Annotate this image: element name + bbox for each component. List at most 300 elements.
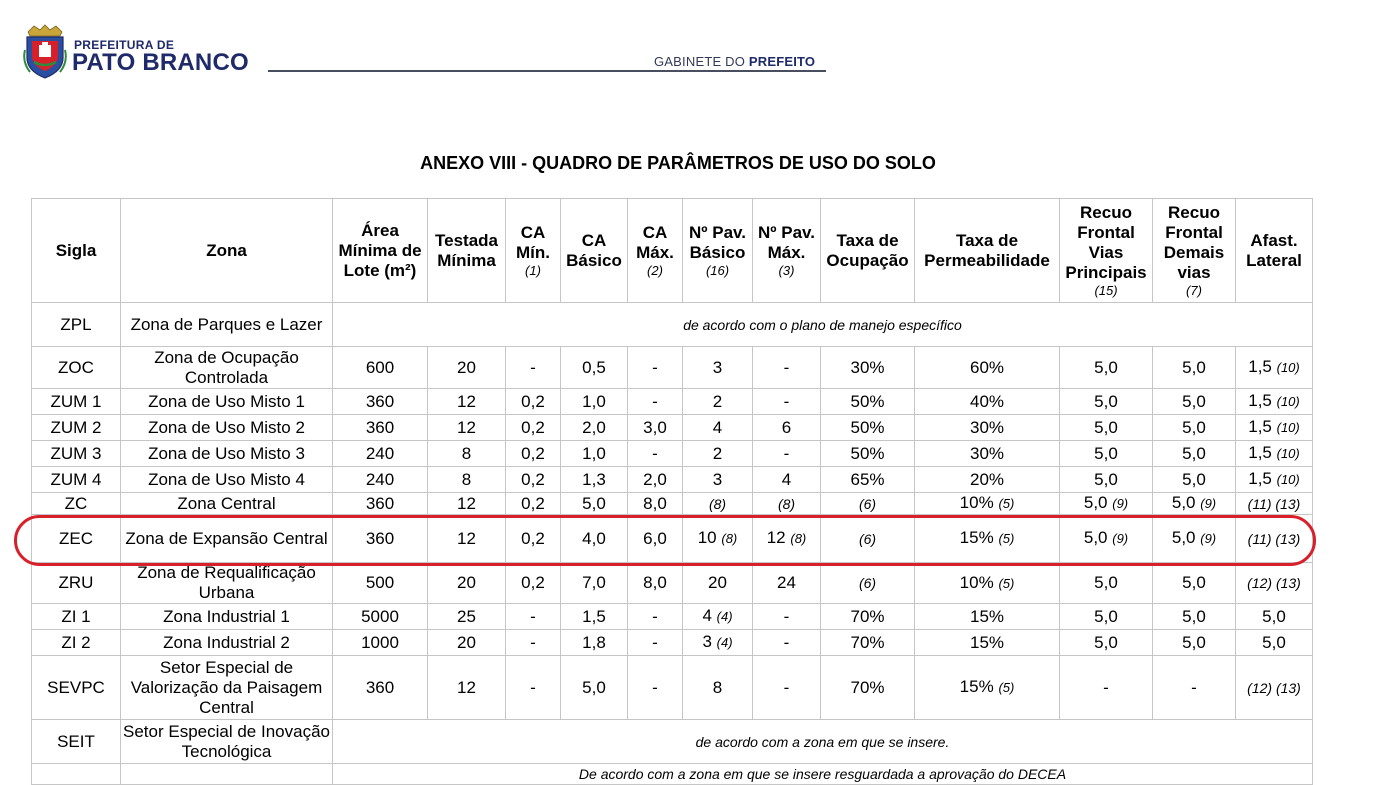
cell-value: 0,2 (521, 469, 545, 489)
value-cell (1060, 415, 1153, 441)
cell-value: 1,5 (1248, 357, 1272, 376)
value-cell (1060, 563, 1153, 604)
cell-footnote: (4) (716, 609, 733, 624)
value-cell (428, 604, 506, 630)
cell-value: 2,0 (643, 469, 667, 489)
cell-footnote: (12) (13) (1247, 575, 1301, 591)
sigla-cell (32, 764, 121, 785)
cell-value: 30% (969, 417, 1005, 437)
value-cell (821, 604, 915, 630)
zona-cell: Zona de Parques e Lazer (121, 303, 333, 347)
cell-value: 5,0 (1094, 632, 1118, 652)
column-header-label: Zona (206, 240, 247, 260)
column-header-label: Taxa de Ocupação (826, 230, 909, 270)
zona-cell (121, 764, 333, 785)
cell-value: 1,3 (582, 469, 606, 489)
column-header-label: CA Básico (566, 230, 622, 270)
cell-value: - (530, 632, 536, 652)
cell-value: 6 (781, 417, 792, 437)
cell-value: 5,0 (582, 493, 606, 513)
table-row (32, 389, 1313, 415)
value-cell (683, 415, 753, 441)
value-cell (683, 347, 753, 389)
table-row (32, 630, 1313, 656)
cell-value: 5,0 (1182, 606, 1206, 626)
cell-footnote: (10) (1276, 360, 1300, 375)
value-cell (1236, 415, 1313, 441)
column-header-label: Recuo Frontal Demais vias (1163, 203, 1225, 282)
value-cell (1060, 347, 1153, 389)
value-cell (683, 604, 753, 630)
value-cell (628, 563, 683, 604)
value-cell (753, 656, 821, 720)
cell-value: 0,2 (521, 443, 545, 463)
cell-value: 5,0 (1182, 443, 1206, 463)
cell-value: 4,0 (582, 528, 606, 548)
value-cell (821, 467, 915, 493)
cabinet-label (654, 54, 815, 69)
cell-value: 0,2 (521, 528, 545, 548)
value-cell (1236, 604, 1313, 630)
column-header (121, 199, 333, 303)
cell-value: 5000 (361, 606, 399, 626)
cell-value: 1,5 (582, 606, 606, 626)
value-cell (1060, 467, 1153, 493)
value-cell (1153, 563, 1236, 604)
column-header-label: Sigla (55, 240, 97, 260)
value-cell (683, 441, 753, 467)
cell-value: 1,5 (1248, 443, 1272, 462)
cell-footnote: (9) (1200, 531, 1217, 546)
cell-value: 65% (850, 469, 885, 489)
prefeitura-label: PREFEITURA DE (74, 38, 175, 52)
value-cell (1060, 515, 1153, 563)
cell-value: 20 (457, 357, 476, 377)
value-cell (506, 441, 561, 467)
column-header-footnote: (16) (705, 263, 730, 278)
cell-value: 2,0 (582, 417, 606, 437)
value-cell (821, 656, 915, 720)
value-cell (1236, 656, 1313, 720)
zona-cell: Zona de Uso Misto 3 (121, 441, 333, 467)
cell-value: 3 (712, 357, 723, 377)
cell-value: - (530, 606, 536, 626)
cell-value: 5,0 (1262, 606, 1286, 626)
value-cell (506, 515, 561, 563)
column-header (333, 199, 428, 303)
cell-value: 1,5 (1248, 417, 1272, 436)
value-cell (1060, 630, 1153, 656)
value-cell (753, 389, 821, 415)
column-header (506, 199, 561, 303)
sigla-cell: ZRU (32, 563, 121, 604)
header-divider (268, 70, 826, 72)
cell-value: 20% (969, 469, 1005, 489)
cell-value: 70% (850, 632, 885, 652)
value-cell (628, 604, 683, 630)
cell-value: 0,5 (582, 357, 606, 377)
cell-value: 25 (457, 606, 476, 626)
cell-value: 50% (850, 443, 885, 463)
cell-value: 30% (969, 443, 1005, 463)
value-cell (333, 604, 428, 630)
cell-value: 7,0 (582, 573, 606, 592)
column-header (1236, 199, 1313, 303)
value-cell (561, 604, 628, 630)
zona-cell: Setor Especial de Valorização da Paisagem Central (121, 656, 333, 720)
value-cell (915, 347, 1060, 389)
cell-value: 5,0 (1182, 573, 1206, 592)
value-cell (1060, 656, 1153, 720)
cell-value: - (652, 357, 658, 377)
column-header-label: CA Mín. (516, 223, 550, 262)
cell-value: 4 (781, 469, 792, 489)
cell-value: - (783, 606, 790, 626)
value-cell (628, 389, 683, 415)
value-cell (753, 415, 821, 441)
value-cell (333, 415, 428, 441)
cabinet-bold: PREFEITO (748, 54, 816, 69)
cell-value: 360 (365, 417, 395, 437)
cell-footnote: (6) (858, 575, 877, 591)
cell-value: - (783, 357, 790, 377)
cell-value: 5,0 (1094, 606, 1118, 626)
cell-value: 5,0 (1182, 632, 1206, 652)
cell-value: 2 (712, 391, 723, 411)
cell-value: 5,0 (1094, 417, 1118, 437)
zona-cell: Zona de Uso Misto 1 (121, 389, 333, 415)
merged-note-cell: de acordo com o plano de manejo específico (333, 303, 1313, 347)
sigla-cell: ZEC (32, 515, 121, 563)
value-cell (1060, 389, 1153, 415)
table-row (32, 720, 1313, 764)
sigla-cell: SEVPC (32, 656, 121, 720)
cell-footnote: (5) (998, 531, 1015, 546)
table-row (32, 563, 1313, 604)
cell-value: 8 (461, 469, 472, 489)
zona-cell: Zona Central (121, 493, 333, 515)
column-header-label: Afast. Lateral (1246, 230, 1302, 270)
sigla-cell: ZOC (32, 347, 121, 389)
cell-value: - (530, 677, 536, 697)
value-cell (333, 467, 428, 493)
column-header-label: Área Mínima de Lote (m²) (338, 220, 422, 280)
cell-value: 15% (969, 632, 1005, 652)
cell-footnote: (10) (1276, 472, 1300, 487)
value-cell (506, 604, 561, 630)
value-cell (333, 563, 428, 604)
cell-value: 500 (365, 573, 395, 592)
cell-value: 4 (712, 417, 723, 437)
cell-value: 240 (365, 443, 395, 463)
value-cell (333, 389, 428, 415)
cell-value: 5,0 (1083, 528, 1108, 547)
zona-cell: Zona Industrial 2 (121, 630, 333, 656)
cell-footnote: (5) (998, 496, 1015, 511)
value-cell (915, 656, 1060, 720)
cell-footnote: (9) (1112, 496, 1129, 511)
table-header-row (32, 199, 1313, 303)
value-cell (561, 415, 628, 441)
document-header (0, 0, 1376, 90)
zona-cell: Zona de Uso Misto 4 (121, 467, 333, 493)
value-cell (1153, 630, 1236, 656)
sigla-cell: SEIT (32, 720, 121, 764)
value-cell (683, 630, 753, 656)
column-header-footnote: (3) (778, 263, 795, 278)
cell-footnote: (8) (790, 531, 807, 546)
cell-value: 12 (457, 493, 476, 513)
value-cell (561, 347, 628, 389)
value-cell (561, 389, 628, 415)
value-cell (915, 467, 1060, 493)
cell-value: 0,2 (521, 391, 545, 411)
value-cell (915, 441, 1060, 467)
value-cell (561, 467, 628, 493)
cabinet-prefix: GABINETE DO (654, 54, 746, 69)
value-cell (1060, 493, 1153, 515)
cell-value: - (1103, 677, 1109, 697)
value-cell (821, 563, 915, 604)
cell-value: 15% (959, 528, 994, 547)
cell-value: - (783, 443, 790, 463)
value-cell (821, 493, 915, 515)
column-header (1060, 199, 1153, 303)
column-header (32, 199, 121, 303)
cell-footnote: (10) (1276, 420, 1300, 435)
cell-value: 240 (365, 469, 395, 489)
cell-value: 60% (969, 357, 1005, 377)
cell-value: 1,0 (582, 391, 606, 411)
cell-footnote: (11) (13) (1247, 530, 1301, 547)
cell-value: 2 (712, 443, 723, 463)
city-name: PATO BRANCO (72, 49, 249, 76)
column-header (561, 199, 628, 303)
value-cell (1236, 441, 1313, 467)
cell-value: 5,0 (1262, 632, 1286, 652)
cell-footnote: (8) (708, 495, 727, 512)
cell-value: 10% (959, 493, 994, 512)
value-cell (428, 467, 506, 493)
cell-value: 5,0 (1094, 469, 1118, 489)
value-cell (915, 493, 1060, 515)
value-cell (753, 347, 821, 389)
value-cell (753, 493, 821, 515)
value-cell (506, 630, 561, 656)
cell-value: 1,5 (1248, 391, 1272, 410)
cell-value: 6,0 (643, 528, 667, 548)
land-use-parameters-table (31, 198, 1313, 785)
cell-value: 5,0 (1094, 391, 1118, 411)
value-cell (821, 389, 915, 415)
cell-value: 12 (766, 528, 786, 547)
cell-value: 20 (457, 632, 476, 652)
value-cell (1236, 493, 1313, 515)
value-cell (506, 563, 561, 604)
value-cell (753, 515, 821, 563)
table-row (32, 656, 1313, 720)
column-header-footnote: (1) (525, 263, 541, 278)
cell-value: 1000 (361, 632, 399, 652)
cell-footnote: (4) (716, 635, 733, 650)
value-cell (1236, 467, 1313, 493)
value-cell (628, 441, 683, 467)
value-cell (683, 563, 753, 604)
cell-footnote: (6) (858, 530, 877, 547)
value-cell (628, 347, 683, 389)
value-cell (753, 467, 821, 493)
cell-value: 8 (712, 677, 723, 697)
cell-value: 15% (969, 606, 1005, 626)
value-cell (1153, 604, 1236, 630)
value-cell (821, 441, 915, 467)
sigla-cell: ZUM 2 (32, 415, 121, 441)
column-header (821, 199, 915, 303)
value-cell (1236, 563, 1313, 604)
value-cell (628, 630, 683, 656)
value-cell (428, 630, 506, 656)
column-header-footnote: (15) (1094, 283, 1118, 298)
value-cell (753, 630, 821, 656)
value-cell (753, 563, 821, 604)
column-header (1153, 199, 1236, 303)
cell-value: 1,0 (582, 443, 606, 463)
value-cell (428, 441, 506, 467)
cell-value: - (652, 606, 658, 626)
sigla-cell: ZUM 3 (32, 441, 121, 467)
zona-cell: Zona de Requalificação Urbana (121, 563, 333, 604)
value-cell (683, 493, 753, 515)
value-cell (333, 515, 428, 563)
cell-value: 360 (365, 493, 395, 513)
cell-footnote: (8) (721, 531, 738, 546)
cell-value: - (652, 677, 658, 697)
column-header-footnote: (2) (647, 263, 663, 278)
value-cell (428, 656, 506, 720)
value-cell (428, 515, 506, 563)
cell-footnote: (11) (13) (1247, 495, 1301, 512)
cell-value: 360 (365, 391, 395, 411)
cell-value: 40% (969, 391, 1005, 411)
sigla-cell: ZUM 1 (32, 389, 121, 415)
value-cell (915, 515, 1060, 563)
sigla-cell: ZI 1 (32, 604, 121, 630)
value-cell (1153, 515, 1236, 563)
cell-value: 600 (365, 357, 395, 377)
cell-value: 360 (365, 677, 395, 697)
cell-value: 12 (457, 677, 476, 697)
value-cell (628, 467, 683, 493)
cell-value: 30% (850, 357, 885, 377)
value-cell (333, 656, 428, 720)
zona-cell: Zona de Expansão Central (121, 515, 333, 563)
value-cell (333, 493, 428, 515)
cell-value: 20 (457, 573, 476, 592)
cell-footnote: (5) (998, 680, 1015, 695)
cell-value: 3,0 (643, 417, 667, 437)
cell-value: 12 (457, 417, 476, 437)
cell-footnote: (8) (777, 495, 796, 512)
column-header-label: Recuo Frontal Vias Principais (1065, 203, 1147, 282)
table-row (32, 764, 1313, 785)
table-row (32, 493, 1313, 515)
cell-value: 5,0 (1182, 469, 1206, 489)
value-cell (915, 389, 1060, 415)
value-cell (561, 441, 628, 467)
value-cell (821, 415, 915, 441)
cell-footnote: (12) (13) (1247, 679, 1301, 696)
cell-value: 15% (959, 677, 994, 696)
value-cell (333, 630, 428, 656)
column-header-label: Testada Mínima (435, 230, 498, 270)
cell-value: - (783, 391, 790, 411)
value-cell (1153, 415, 1236, 441)
cell-value: 70% (850, 677, 885, 697)
column-header (753, 199, 821, 303)
cell-value: 10% (959, 572, 994, 592)
sigla-cell: ZI 2 (32, 630, 121, 656)
value-cell (1153, 347, 1236, 389)
cell-footnote: (6) (858, 495, 877, 512)
cell-value: 50% (850, 417, 885, 437)
cell-value: 5,0 (1182, 417, 1206, 437)
value-cell (628, 493, 683, 515)
value-cell (561, 515, 628, 563)
cell-footnote: (9) (1112, 531, 1129, 546)
cell-value: 8,0 (643, 573, 667, 592)
cell-value: - (783, 677, 790, 697)
cell-footnote: (5) (998, 575, 1015, 591)
table-row (32, 441, 1313, 467)
cell-value: 10 (697, 528, 717, 547)
value-cell (753, 604, 821, 630)
value-cell (561, 656, 628, 720)
cell-value: 70% (850, 606, 885, 626)
value-cell (333, 347, 428, 389)
table-row (32, 415, 1313, 441)
value-cell (1060, 604, 1153, 630)
zona-cell: Setor Especial de Inovação Tecnológica (121, 720, 333, 764)
value-cell (821, 515, 915, 563)
merged-note-cell: De acordo com a zona em que se insere resguardada a aprovação do DECEA (333, 764, 1313, 785)
cell-value: - (652, 443, 658, 463)
table-row (32, 515, 1313, 563)
cell-value: - (652, 391, 658, 411)
value-cell (683, 515, 753, 563)
cell-value: 5,0 (1171, 493, 1196, 512)
value-cell (1236, 389, 1313, 415)
column-header-label: Taxa de Permeabilidade (924, 230, 1050, 270)
value-cell (1236, 630, 1313, 656)
column-header-label: Nº Pav. Máx. (758, 223, 815, 262)
cell-value: 12 (457, 391, 476, 411)
sigla-cell: ZUM 4 (32, 467, 121, 493)
value-cell (683, 389, 753, 415)
column-header (628, 199, 683, 303)
cell-value: - (530, 357, 536, 377)
cell-value: 20 (708, 573, 727, 592)
table-row (32, 303, 1313, 347)
cell-value: 5,0 (582, 677, 606, 697)
value-cell (821, 630, 915, 656)
value-cell (1153, 389, 1236, 415)
cell-value: 3 (702, 632, 712, 651)
page-title: ANEXO VIII - QUADRO DE PARÂMETROS DE USO DO SOLO (420, 153, 936, 173)
value-cell (506, 467, 561, 493)
cell-value: 0,2 (521, 573, 545, 592)
column-header-label: CA Máx. (636, 223, 674, 262)
value-cell (561, 630, 628, 656)
